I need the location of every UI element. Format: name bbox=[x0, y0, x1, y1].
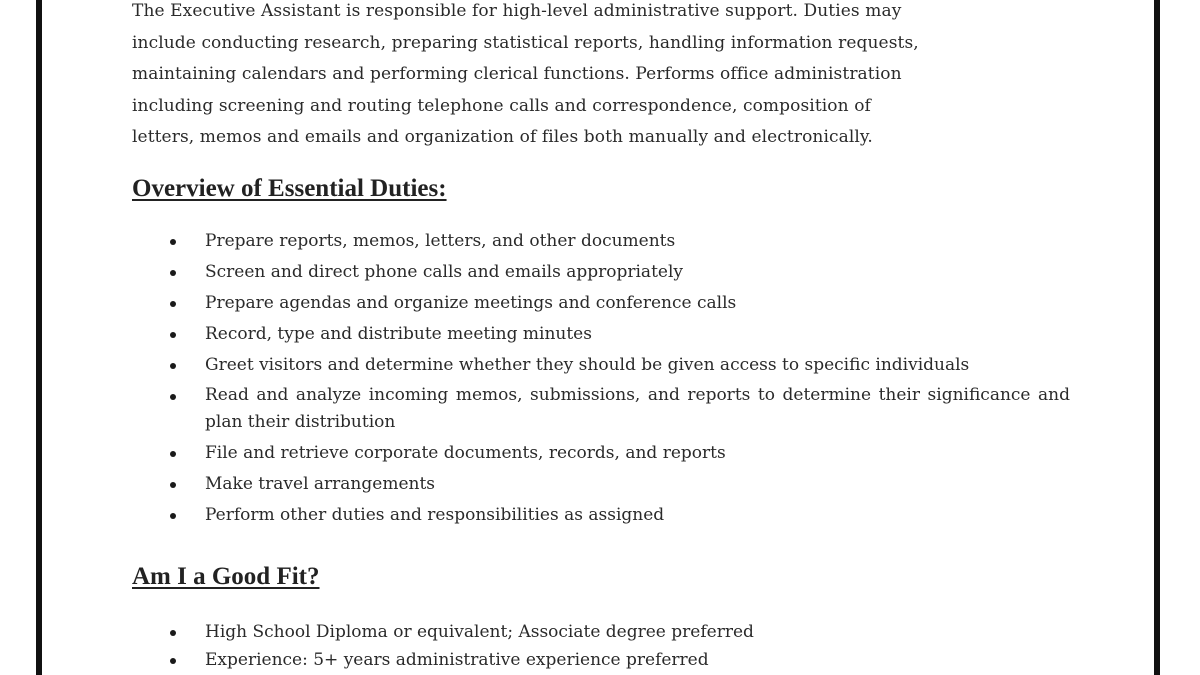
duty-text: Screen and direct phone calls and emails appropriately bbox=[205, 262, 684, 282]
duty-text: File and retrieve corporate documents, records, and reports bbox=[205, 443, 726, 463]
duties-list bbox=[170, 227, 1070, 532]
list-item bbox=[170, 289, 1070, 317]
bullet-icon bbox=[170, 363, 176, 369]
list-item bbox=[170, 382, 1070, 436]
list-item bbox=[170, 258, 1070, 286]
document-content bbox=[132, 0, 1072, 670]
list-item bbox=[170, 618, 1070, 646]
duty-text: Record, type and distribute meeting minutes bbox=[205, 324, 592, 344]
intro-line: letters, memos and emails and organization of files both manually and electronically. bbox=[132, 127, 873, 147]
duty-text: Perform other duties and responsibilities as assigned bbox=[205, 505, 665, 525]
intro-line: include conducting research, preparing statistical reports, handling information requests, bbox=[132, 32, 919, 53]
bullet-icon bbox=[170, 513, 176, 519]
list-item bbox=[170, 470, 1070, 498]
bullet-icon bbox=[170, 394, 176, 400]
list-item bbox=[170, 439, 1070, 467]
bullet-icon bbox=[170, 658, 176, 664]
intro-line: maintaining calendars and performing clerical functions. Performs office administration bbox=[132, 64, 902, 84]
duty-text: Prepare agendas and organize meetings and conference calls bbox=[205, 293, 737, 313]
duty-text: Read and analyze incoming memos, submissions, and reports to determine their significance and plan their distribution bbox=[205, 385, 1070, 432]
duties-heading: Overview of Essential Duties: bbox=[132, 175, 447, 202]
list-item bbox=[170, 351, 1070, 379]
list-item bbox=[170, 646, 1070, 674]
intro-line: The Executive Assistant is responsible for high-level administrative support. Duties may bbox=[132, 1, 902, 21]
duty-text: Greet visitors and determine whether they should be given access to specific individuals bbox=[205, 355, 970, 375]
bullet-icon bbox=[170, 630, 176, 636]
bullet-icon bbox=[170, 482, 176, 488]
bullet-icon bbox=[170, 270, 176, 276]
fit-text: High School Diploma or equivalent; Associate degree preferred bbox=[205, 622, 754, 642]
intro-line: including screening and routing telephone calls and correspondence, composition of bbox=[132, 95, 871, 116]
bullet-icon bbox=[170, 301, 176, 307]
fit-list bbox=[170, 618, 1070, 674]
list-item bbox=[170, 501, 1070, 529]
duty-text: Prepare reports, memos, letters, and other documents bbox=[205, 231, 676, 251]
bullet-icon bbox=[170, 332, 176, 338]
bullet-icon bbox=[170, 239, 176, 245]
fit-text: Experience: 5+ years administrative experience preferred bbox=[205, 650, 709, 670]
list-item bbox=[170, 227, 1070, 255]
fit-heading: Am I a Good Fit? bbox=[132, 563, 320, 590]
duty-text: Make travel arrangements bbox=[205, 474, 436, 494]
list-item bbox=[170, 320, 1070, 348]
intro-paragraph bbox=[132, 0, 1072, 154]
bullet-icon bbox=[170, 451, 176, 457]
